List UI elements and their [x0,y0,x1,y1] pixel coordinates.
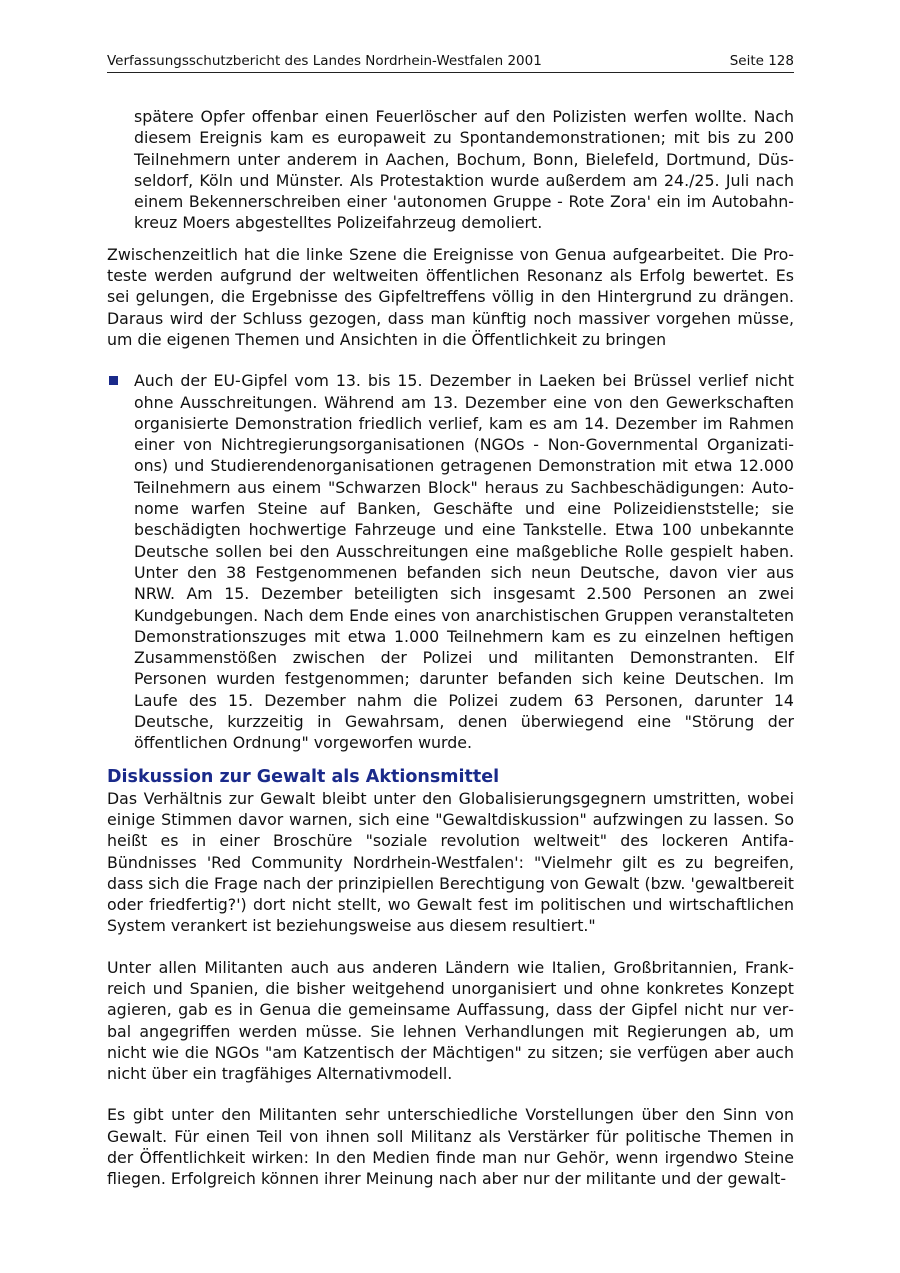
paragraph-violence-purpose: Es gibt unter den Militanten sehr unterschiedliche Vorstellungen über den Sinn von Gewalt. Für einen Teil von ihnen soll Militanz als Verstärker für politische Themen in der Öffentlichkeit wirken: In den Medien finde man nur Gehör, wenn irgendwo Steine fliegen. Erfolgreich können ihrer Meinung nach aber nur der militante und der gewalt- [107,1105,794,1189]
paragraph-genoa-review: Zwischenzeitlich hat die linke Szene die Ereignisse von Genua aufgearbeitet. Die Proteste werden aufgrund der weltweiten öffentlichen Resonanz als Erfolg bewertet. Es sei gelungen, die Ergebnisse des Gipfeltreffens völlig in den Hintergrund zu drängen. Daraus wird der Schluss gezogen, dass man künftig noch massiver vorgehen müsse, um die eigenen Themen und Ansichten in die Öffentlichkeit zu bringen [107,244,794,349]
bullet-square-icon [109,376,118,385]
report-title: Verfassungsschutzbericht des Landes Nordrhein-Westfalen 2001 [107,53,542,69]
page-number: Seite 128 [729,53,794,69]
page-header [107,52,794,73]
paragraph-laeken: Auch der EU-Gipfel vom 13. bis 15. Dezember in Laeken bei Brüssel verlief nicht ohne Ausschreitungen. Während am 13. Dezember eine von den Gewerkschaften organisierte Demonstration friedlich verlief, kam es am 14. Dezember im Rahmen einer von Nichtregierungsorganisationen (NGOs - Non-Governmental Organizations) und Studierendenorganisationen getragenen Demonstration mit etwa 12.000 Teilnehmern aus einem "Schwarzen Block" heraus zu Sachbeschädigungen: Autonome warfen Steine auf Banken, Geschäfte und eine Polizeidienststelle; sie beschädigten hochwertige Fahrzeuge und eine Tankstelle. Etwa 100 unbekannte Deutsche sollen bei den Ausschreitungen eine maßgebliche Rolle gespielt haben. Unter den 38 Festgenommenen befanden sich neun Deutsche, davon vier aus NRW. Am 15. Dezember beteiligten sich insgesamt 2.500 Personen an zwei Kundgebungen. Nach dem Ende eines von anarchistischen Gruppen veranstalteten Demonstrationszuges mit etwa 1.000 Teilnehmern kam es zu einzelnen heftigen Zusammenstößen zwischen der Polizei und militanten Demonstranten. Elf Personen wurden festgenommen; darunter befanden sich keine Deutschen. Im Laufe des 15. Dezember nahm die Polizei zudem 63 Personen, darunter 14 Deutsche, kurzzeitig in Gewahrsam, denen überwiegend eine "Störung der öffentlichen Ordnung" vorgeworfen wurde. [134,371,794,753]
paragraph-violence-debate: Das Verhältnis zur Gewalt bleibt unter den Globalisierungsgegnern umstritten, wobei einige Stimmen davor warnen, sich eine "Gewaltdiskussion" aufzwingen zu lassen. So heißt es in einer Broschüre "soziale revolution weltweit" des lockeren Antifa-Bündnisses 'Red Community Nordrhein-Westfalen': "Vielmehr gilt es zu begreifen, dass sich die Frage nach der prinzipiellen Berechtigung von Gewalt (bzw. 'gewaltbereit oder friedfertig?') dort nicht stellt, wo Gewalt fest im politischen und wirtschaftlichen System verankert ist beziehungsweise aus diesem resultiert." [107,788,794,936]
section-heading: Diskussion zur Gewalt als Aktionsmittel [107,766,500,787]
bullet-item-laeken [107,370,794,753]
paragraph-militants: Unter allen Militanten auch aus anderen Ländern wie Italien, Großbritannien, Frankreich und Spanien, die bisher weitgehend unorganisiert und ohne konkretes Konzept agieren, gab es in Genua die gemeinsame Auffassung, dass der Gipfel nicht nur verbal angegriffen werden müsse. Sie lehnen Verhandlungen mit Regierungen ab, um nicht wie die NGOs "am Katzentisch der Mächtigen" zu sitzen; sie verfügen aber auch nicht über ein tragfähiges Alternativmodell. [107,957,794,1084]
paragraph-genoa-continuation: spätere Opfer offenbar einen Feuerlöscher auf den Polizisten werfen wollte. Nach diesem Ereignis kam es europaweit zu Spontandemonstrationen; mit bis zu 200 Teilnehmern unter anderem in Aachen, Bochum, Bonn, Bielefeld, Dortmund, Düsseldorf, Köln und Münster. Als Protestaktion wurde außerdem am 24./25. Juli nach einem Bekennerschreiben einer 'autonomen Gruppe - Rote Zora' ein im Autobahnkreuz Moers abgestelltes Polizeifahrzeug demoliert. [134,107,794,233]
body-text [107,106,794,1190]
